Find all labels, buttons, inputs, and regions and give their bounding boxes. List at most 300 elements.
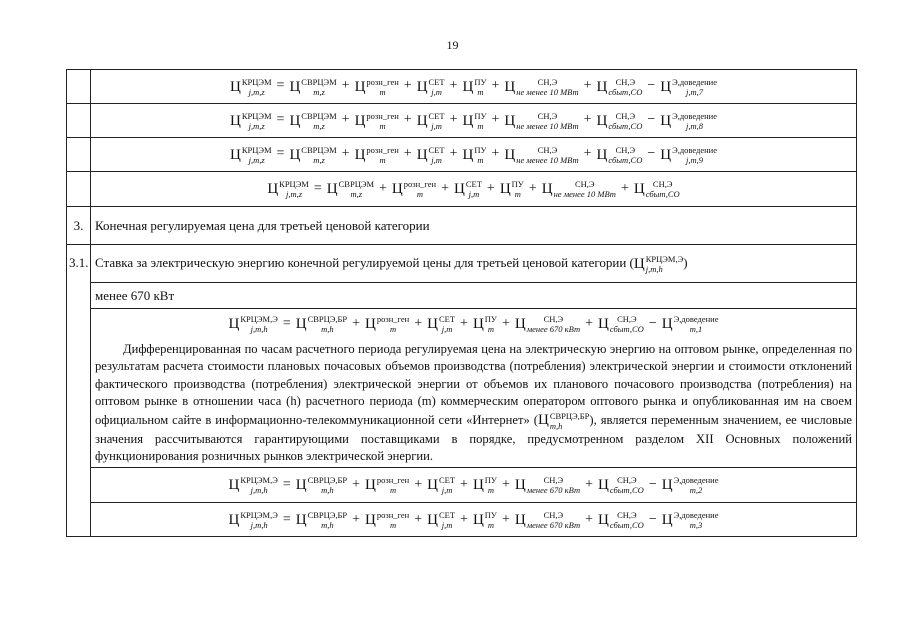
symbol-base: Ц [598, 315, 609, 332]
formula-operator: + [414, 511, 423, 527]
symbol-base: Ц [537, 411, 549, 428]
symbol-subscript: m [416, 189, 423, 199]
formula-operator: + [460, 511, 468, 527]
formula-term [598, 510, 644, 530]
symbol-superscript: ПУ [484, 475, 497, 486]
formula-term [473, 510, 497, 530]
symbol-subscript: менее 670 кВт [526, 324, 581, 334]
formula-term [289, 145, 336, 165]
formula-operator: + [352, 477, 361, 493]
symbol-superscript: СВРЦЭ,БР [307, 509, 348, 520]
symbol-subscript: m [487, 485, 494, 496]
symbol-superscript: розн_ген [403, 179, 437, 189]
table-row [67, 503, 857, 537]
symbol-subscript: менее 670 кВт [526, 485, 581, 496]
symbol-base: Ц [427, 477, 438, 494]
symbol-base: Ц [633, 255, 645, 272]
formula-operator: + [352, 316, 361, 331]
formula-operator: = [282, 316, 291, 331]
symbol-subscript: j,m [468, 189, 480, 199]
formula-term [427, 314, 455, 334]
formula-operator: = [282, 477, 291, 493]
symbol-subscript: j,m [441, 485, 453, 496]
formula-term [230, 111, 272, 131]
formula-term [463, 77, 487, 97]
formula-operator: + [352, 511, 361, 527]
section-number: 3. [67, 207, 91, 245]
symbol-scripts [301, 145, 336, 165]
symbol-base: Ц [472, 477, 484, 494]
symbol-base: Ц [454, 181, 465, 197]
symbol-scripts [301, 111, 336, 131]
formula [229, 510, 719, 530]
subsection-title [91, 245, 857, 283]
symbol-base: Ц [391, 181, 403, 197]
formula-term [504, 111, 578, 131]
symbol-superscript: розн_ген [376, 314, 410, 324]
symbol-base: Ц [228, 511, 240, 528]
formula-term [504, 145, 578, 165]
symbol-subscript: m [487, 324, 494, 334]
symbol-subscript: j,m,h [250, 519, 268, 530]
formula-operator: + [583, 146, 592, 162]
symbol-scripts [516, 145, 578, 165]
symbol-superscript: розн_ген [366, 110, 399, 121]
symbol-scripts [672, 145, 717, 165]
symbol-subscript: не менее 10 МВт [553, 189, 616, 199]
symbol-superscript: КРЦЭМ,Э [240, 509, 278, 520]
symbol-scripts [672, 77, 717, 97]
symbol-superscript: СН,Э [543, 509, 564, 520]
symbol-subscript: m,z [313, 120, 325, 131]
symbol-base: Ц [462, 112, 474, 129]
formula-operator: + [486, 180, 495, 196]
formula-term [230, 145, 272, 165]
formula-operator: + [583, 78, 592, 94]
symbol-superscript: ПУ [484, 509, 497, 520]
formula-term [463, 145, 487, 165]
symbol-base: Ц [514, 315, 526, 332]
symbol-scripts [301, 77, 336, 97]
formula [229, 475, 719, 495]
formula-term [327, 179, 374, 199]
formula-term [355, 77, 399, 97]
formula-operator: − [648, 477, 657, 493]
symbol-scripts [485, 510, 497, 530]
symbol-base: Ц [660, 112, 672, 129]
formula-operator: − [647, 112, 656, 128]
symbol-superscript: СН,Э [617, 475, 637, 486]
formula-operator: + [379, 180, 387, 196]
symbol-superscript: СЕТ [438, 509, 456, 520]
symbol-base: Ц [504, 78, 516, 95]
symbol-subscript: j,m,9 [686, 154, 704, 165]
formula-cell [91, 138, 857, 172]
formula-term [597, 77, 643, 97]
symbol-base: Ц [598, 511, 609, 528]
symbol-superscript: СН,Э [574, 179, 595, 189]
symbol-superscript: СВРЦЭМ [301, 144, 337, 155]
symbol-base: Ц [295, 315, 307, 332]
symbol-base: Ц [229, 112, 241, 129]
formula-operator: + [414, 316, 423, 331]
symbol-subscript: сбыт,СО [609, 485, 644, 496]
row-number-cell [67, 138, 91, 172]
symbol-base: Ц [504, 112, 516, 129]
symbol-subscript: m,h [549, 420, 563, 431]
symbol-base: Ц [541, 181, 553, 197]
symbol-base: Ц [633, 181, 645, 197]
symbol-base: Ц [289, 112, 301, 129]
symbol-scripts [516, 77, 578, 97]
table-row [67, 172, 857, 207]
formula-term [417, 111, 445, 131]
formula-operator: + [403, 146, 412, 162]
symbol-subscript: сбыт,СО [608, 120, 643, 131]
symbol-scripts [516, 111, 578, 131]
symbol-subscript: m,z [313, 86, 325, 97]
symbol-scripts [429, 111, 445, 131]
symbol-superscript: СН,Э [617, 314, 637, 324]
symbol-subscript: j,m [431, 120, 442, 131]
symbol-superscript: СВРЦЭ,БР [549, 410, 590, 421]
symbol-superscript: КРЦЭМ,Э [240, 475, 278, 486]
formula-term [365, 475, 409, 495]
formula-cell [91, 104, 857, 138]
paragraph-symbol [538, 411, 589, 431]
symbol-superscript: СЕТ [465, 179, 482, 189]
formula-term [427, 475, 455, 495]
symbol-base: Ц [598, 477, 609, 494]
symbol-superscript: СН,Э [537, 76, 558, 87]
subsection-symbol [634, 254, 683, 274]
formula-term [289, 77, 336, 97]
symbol-subscript: m,z [313, 154, 325, 165]
symbol-subscript: j,m,z [248, 120, 265, 131]
symbol-subscript: m [389, 485, 397, 496]
table-row [67, 138, 857, 172]
symbol-base: Ц [514, 477, 526, 494]
formula-operator: = [276, 146, 285, 162]
symbol-subscript: j,m [441, 324, 453, 334]
symbol-scripts [308, 314, 348, 334]
formula-operator: + [460, 477, 468, 493]
symbol-subscript: m [389, 324, 397, 334]
symbol-base: Ц [499, 181, 511, 197]
formula-operator: + [501, 511, 510, 527]
symbol-scripts [308, 475, 348, 495]
formula-operator: − [648, 511, 657, 527]
symbol-superscript: ПУ [511, 179, 524, 189]
symbol-superscript: КРЦЭМ [241, 110, 272, 121]
symbol-base: Ц [229, 78, 241, 95]
symbol-base: Ц [228, 477, 240, 494]
symbol-superscript: Э,доведение [673, 509, 719, 520]
symbol-subscript: m [379, 120, 386, 131]
symbol-scripts [610, 475, 644, 495]
symbol-superscript: СН,Э [617, 509, 637, 520]
symbol-subscript: менее 670 кВт [526, 519, 581, 530]
formula-term [417, 145, 445, 165]
symbol-subscript: m [477, 86, 484, 97]
symbol-superscript: ПУ [484, 314, 497, 324]
symbol-subscript: сбыт,СО [609, 324, 644, 334]
symbol-scripts [466, 179, 482, 199]
formula-term [365, 314, 409, 334]
symbol-superscript: СН,Э [615, 144, 636, 155]
symbol-base: Ц [427, 511, 438, 528]
formula-operator: + [620, 180, 629, 196]
paragraph-text-before: Дифференцированная по часам расчетного периода регулируемая цена на электрическую энергию на оптовом рынке, определенная по результатам расчета стоимости плановых почасовых объемов производства (потребления) электрической энергии и стоимости отклонений фактического производства (потребления) электрической энергии от объемов их планового почасового производства (потребления) на оптовом рынке в отношении часа (h) расчетного периода (m) коммерческим оператором оптового рынка и опубликованная им на своем официальном сайте в информационно-телекоммуникационной сети «Интернет» ( [95, 342, 852, 427]
symbol-base: Ц [472, 315, 484, 332]
table-row [67, 70, 857, 104]
symbol-scripts [377, 510, 409, 530]
symbol-base: Ц [660, 146, 672, 163]
symbol-base: Ц [354, 112, 366, 129]
symbol-subscript: m [379, 86, 386, 97]
symbol-subscript: j,m,8 [686, 120, 704, 131]
symbol-base: Ц [462, 146, 474, 163]
symbol-scripts [366, 77, 398, 97]
formula [267, 179, 679, 199]
formula-operator: + [449, 78, 458, 94]
symbol-scripts [646, 254, 683, 274]
symbol-base: Ц [416, 146, 428, 163]
symbol-superscript: КРЦЭМ,Э [240, 314, 278, 324]
formula-cell [91, 468, 857, 503]
formula-term [515, 510, 580, 530]
symbol-superscript: СЕТ [428, 76, 445, 87]
formula-term [542, 179, 616, 199]
symbol-subscript: j,m,z [248, 86, 265, 97]
symbol-subscript: m,2 [689, 485, 703, 496]
symbol-superscript: СВРЦЭ,БР [307, 314, 348, 324]
formula-operator: + [501, 316, 510, 331]
symbol-subscript: j,m,h [645, 263, 663, 274]
symbol-superscript: Э,доведение [672, 76, 717, 87]
formula-term [598, 314, 644, 334]
symbol-superscript: розн_ген [366, 144, 399, 155]
symbol-scripts [377, 314, 409, 334]
symbol-scripts [527, 314, 580, 334]
symbol-scripts [610, 510, 644, 530]
formula-operator: − [647, 146, 656, 162]
symbol-superscript: розн_ген [376, 509, 410, 520]
symbol-base: Ц [660, 78, 672, 95]
symbol-subscript: m [514, 189, 521, 199]
symbol-scripts [474, 145, 486, 165]
symbol-subscript: j,m,h [250, 485, 268, 496]
symbol-subscript: m [487, 519, 494, 530]
symbol-subscript: j,m [431, 154, 442, 165]
symbol-superscript: Э,доведение [673, 314, 719, 324]
symbol-scripts [439, 510, 455, 530]
formula-operator: + [341, 146, 350, 162]
symbol-subscript: не менее 10 МВт [516, 154, 579, 165]
formula-term [660, 77, 717, 97]
formula-term [662, 510, 719, 530]
formula-term [427, 510, 455, 530]
symbol-scripts [339, 179, 374, 199]
formula-operator: + [414, 477, 423, 493]
formula-term [229, 510, 278, 530]
symbol-scripts [527, 510, 580, 530]
symbol-subscript: сбыт,СО [609, 519, 644, 530]
formula-term [504, 77, 578, 97]
symbol-superscript: ПУ [474, 76, 487, 87]
symbol-base: Ц [289, 78, 301, 95]
symbol-subscript: m [477, 154, 484, 165]
formula-term [296, 475, 347, 495]
formula-operator: + [341, 112, 350, 128]
formula [230, 145, 717, 165]
formula-term [230, 77, 272, 97]
formula-term [392, 179, 436, 199]
symbol-subscript: m,h [321, 519, 334, 530]
formula-term [660, 145, 717, 165]
symbol-scripts [608, 77, 642, 97]
row-number-cell [67, 104, 91, 138]
symbol-base: Ц [427, 315, 438, 332]
symbol-superscript: розн_ген [366, 76, 399, 87]
formula-operator: + [403, 78, 412, 94]
symbol-superscript: СН,Э [652, 179, 673, 189]
formula-paragraph-cell [91, 309, 857, 468]
symbol-scripts [674, 314, 719, 334]
formula-term [660, 111, 717, 131]
formula-term [473, 314, 497, 334]
symbol-superscript: ПУ [474, 110, 487, 121]
formula-term [662, 475, 719, 495]
formula-line [91, 309, 856, 339]
symbol-scripts [527, 475, 580, 495]
symbol-subscript: j,m,7 [686, 86, 704, 97]
formula-operator: + [341, 78, 350, 94]
symbol-base: Ц [596, 112, 608, 129]
formula-operator: − [647, 78, 656, 94]
symbol-base: Ц [596, 78, 608, 95]
formula-term [463, 111, 487, 131]
table-row [67, 468, 857, 503]
formula-term [473, 475, 497, 495]
symbol-subscript: не менее 10 МВт [516, 86, 579, 97]
capacity-label: менее 670 кВт [91, 283, 857, 309]
formula-term [229, 475, 278, 495]
symbol-scripts [512, 179, 524, 199]
symbol-base: Ц [295, 511, 307, 528]
symbol-subscript: m,z [350, 189, 363, 199]
formula-term [634, 179, 680, 199]
formula-operator: − [648, 316, 657, 331]
description-paragraph [91, 339, 856, 467]
formula-operator: + [491, 112, 500, 128]
symbol-base: Ц [295, 477, 307, 494]
formula-term [515, 314, 580, 334]
formula-term [229, 314, 278, 334]
symbol-scripts [674, 510, 719, 530]
symbol-superscript: Э,доведение [673, 475, 719, 486]
symbol-scripts [608, 111, 642, 131]
symbol-base: Ц [365, 477, 376, 494]
symbol-subscript: j,m [431, 86, 442, 97]
paragraph-text-after: ), является переменным значением, ее числовые значения рассчитываются гарантирующими поставщиками в порядке, предусмотренном разделом XII Основных положений функционирования розничных рынков электрической энергии. [95, 412, 852, 464]
formula-operator: + [460, 316, 468, 331]
formula-cell [91, 70, 857, 104]
symbol-subscript: m [477, 120, 484, 131]
symbol-base: Ц [462, 78, 474, 95]
symbol-subscript: m,1 [689, 324, 703, 334]
symbol-superscript: СВРЦЭМ [301, 110, 337, 121]
symbol-superscript: СВРЦЭ,БР [307, 475, 348, 486]
symbol-superscript: СН,Э [543, 475, 564, 486]
symbol-base: Ц [661, 511, 673, 528]
symbol-scripts [366, 145, 398, 165]
symbol-scripts [366, 111, 398, 131]
symbol-scripts [610, 314, 644, 334]
formula-term [365, 510, 409, 530]
symbol-base: Ц [416, 78, 428, 95]
symbol-base: Ц [416, 112, 428, 129]
formula-operator: + [585, 316, 593, 331]
formula-operator: + [441, 180, 450, 196]
symbol-superscript: Э,доведение [672, 144, 717, 155]
symbol-subscript: j,m,h [250, 324, 268, 334]
formula-operator: + [491, 78, 500, 94]
symbol-scripts [474, 111, 486, 131]
symbol-base: Ц [514, 511, 526, 528]
symbol-scripts [242, 111, 272, 131]
symbol-subscript: m [379, 154, 386, 165]
symbol-scripts [242, 77, 272, 97]
symbol-subscript: j,m,z [248, 154, 265, 165]
formula-operator: + [449, 112, 458, 128]
symbol-scripts [608, 145, 642, 165]
symbol-subscript: сбыт,СО [608, 154, 643, 165]
symbol-base: Ц [365, 315, 376, 332]
formula-operator: = [282, 511, 291, 527]
formula-operator: + [491, 146, 500, 162]
formula-term [515, 475, 580, 495]
section-row [67, 207, 857, 245]
symbol-scripts [429, 77, 445, 97]
formula-operator: + [403, 112, 412, 128]
formula-term [355, 145, 399, 165]
symbol-scripts [242, 145, 272, 165]
formula-cell [91, 172, 857, 207]
formula-operator: = [276, 112, 285, 128]
symbol-scripts [240, 475, 277, 495]
symbol-base: Ц [354, 78, 366, 95]
symbol-base: Ц [365, 511, 376, 528]
symbol-base: Ц [289, 146, 301, 163]
page-number: 19 [446, 38, 459, 52]
symbol-scripts [550, 411, 590, 431]
formula-term [662, 314, 719, 334]
subsection-text: Ставка за электрическую энергию конечной регулируемой цены для третьей ценовой категории ( [95, 254, 634, 270]
symbol-scripts [485, 475, 497, 495]
symbol-superscript: КРЦЭМ [241, 76, 272, 87]
symbol-scripts [240, 510, 277, 530]
symbol-scripts [474, 77, 486, 97]
row-number-cell [67, 70, 91, 104]
formula-cell [91, 503, 857, 537]
formula-operator: + [585, 511, 593, 527]
symbol-scripts [439, 475, 455, 495]
tariff-table [66, 69, 857, 537]
formula-term [417, 77, 445, 97]
symbol-superscript: КРЦЭМ [279, 179, 309, 189]
formula-term [597, 111, 643, 131]
